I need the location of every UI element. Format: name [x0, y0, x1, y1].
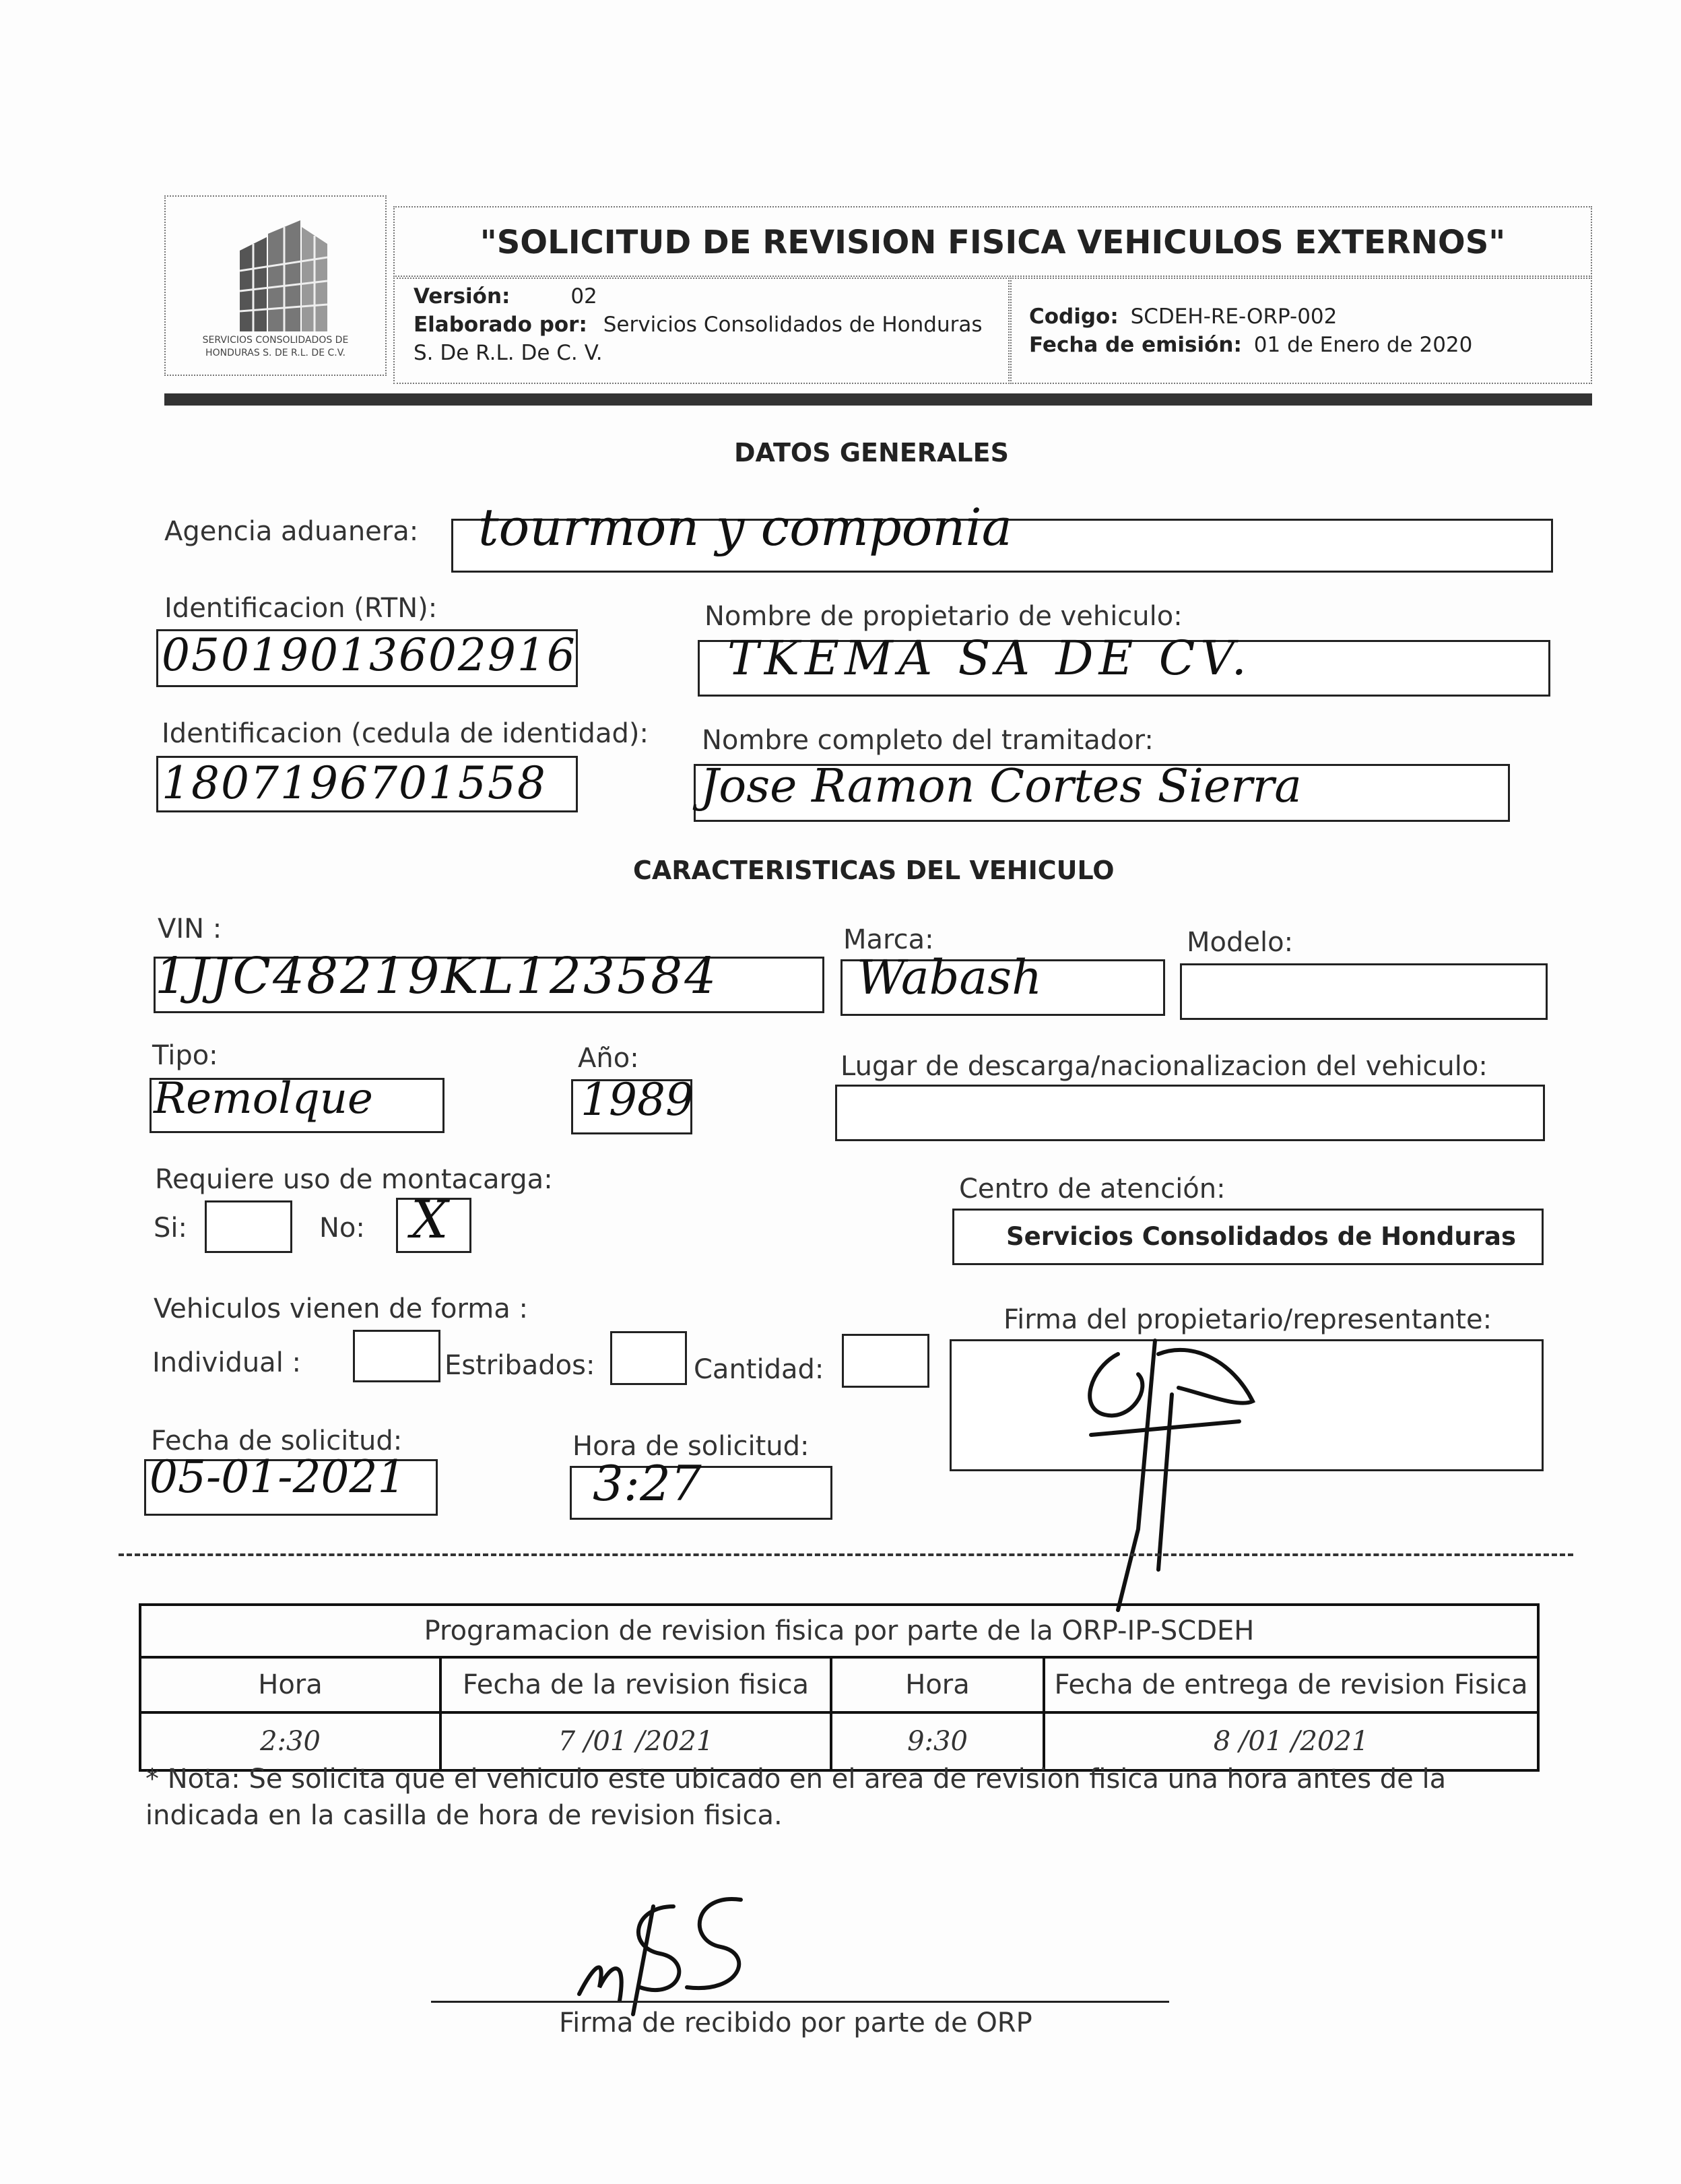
value-fecha-revision[interactable]: 7 /01 /2021 [440, 1712, 831, 1770]
anio-value: 1989 [581, 1074, 694, 1126]
individual-checkbox[interactable] [353, 1330, 440, 1382]
section-general-title: DATOS GENERALES [734, 438, 1009, 468]
header-hora-1: Hora [140, 1657, 440, 1712]
anio-label: Año: [578, 1043, 639, 1074]
logo-panel [164, 195, 387, 376]
no-label: No: [319, 1213, 365, 1244]
owner-signature-icon [1037, 1314, 1307, 1624]
cantidad-label: Cantidad: [694, 1354, 824, 1385]
fecha-sol-value: 05-01-2021 [150, 1451, 406, 1503]
vin-value: 1JJC48219KL123584 [155, 947, 719, 1005]
header-rule [164, 393, 1592, 406]
logo-caption-2: HONDURAS S. DE R.L. DE C.V. [205, 348, 345, 358]
centro-label: Centro de atención: [959, 1174, 1226, 1205]
no-mark: X [411, 1190, 449, 1250]
fecha-sol-label: Fecha de solicitud: [151, 1425, 403, 1456]
estribados-label: Estribados: [444, 1350, 595, 1381]
version-label: Versión: [414, 284, 510, 309]
header-fecha-entrega: Fecha de entrega de revision Fisica [1044, 1657, 1538, 1712]
si-checkbox[interactable] [205, 1200, 292, 1253]
centro-value: Servicios Consolidados de Honduras [1006, 1222, 1516, 1251]
nota-text: * Nota: Se solicita que el vehiculo este ubicado en el area de revision fisica una hora antes de la indicada en la casilla de hora de revision fisica. [145, 1764, 1447, 1831]
elaborado-value-2: S. De R.L. De C. V. [414, 341, 603, 365]
modelo-field[interactable] [1180, 963, 1548, 1020]
fecha-emision-label: Fecha de emisión: [1029, 333, 1242, 357]
tramitador-value: Jose Ramon Cortes Sierra [700, 760, 1302, 813]
fecha-emision-value: 01 de Enero de 2020 [1253, 333, 1473, 357]
codigo-label: Codigo: [1029, 304, 1119, 329]
elaborado-label: Elaborado por: [414, 313, 587, 337]
cedula-value: 1807196701558 [162, 757, 547, 809]
lugar-field[interactable] [835, 1085, 1545, 1141]
cedula-label: Identificacion (cedula de identidad): [162, 718, 649, 749]
value-hora-1[interactable]: 2:30 [140, 1712, 440, 1770]
section-vehiculo-title: CARACTERISTICAS DEL VEHICULO [633, 856, 1115, 885]
firma-orp-label: Firma de recibido por parte de ORP [559, 2008, 1032, 2038]
propietario-value: TKEMA SA DE CV. [727, 631, 1252, 686]
tramitador-label: Nombre completo del tramitador: [702, 725, 1154, 756]
montacarga-label: Requiere uso de montacarga: [155, 1164, 553, 1195]
forma-label: Vehiculos vienen de forma : [154, 1293, 528, 1324]
codigo-panel [1010, 278, 1592, 384]
vin-label: VIN : [158, 913, 222, 944]
estribados-checkbox[interactable] [610, 1331, 687, 1385]
hora-sol-label: Hora de solicitud: [572, 1431, 810, 1462]
dashed-divider [119, 1553, 1573, 1556]
tipo-value: Remolque [154, 1074, 373, 1124]
agencia-value: tourmon y componia [478, 497, 1012, 557]
version-panel [393, 278, 1010, 384]
firma-label: Firma del propietario/representante: [1003, 1304, 1492, 1335]
header-fecha-revision: Fecha de la revision fisica [440, 1657, 831, 1712]
marca-value: Wabash [857, 950, 1043, 1005]
value-hora-2[interactable]: 9:30 [831, 1712, 1044, 1770]
lugar-label: Lugar de descarga/nacionalizacion del vehiculo: [840, 1051, 1488, 1082]
modelo-label: Modelo: [1187, 927, 1294, 958]
orp-signature-line [431, 2001, 1169, 2003]
version-value: 02 [570, 284, 597, 309]
codigo-value: SCDEH-RE-ORP-002 [1130, 304, 1338, 329]
hora-sol-value: 3:27 [593, 1455, 702, 1512]
tipo-label: Tipo: [152, 1040, 218, 1071]
propietario-label: Nombre de propietario de vehiculo: [704, 601, 1183, 632]
marca-label: Marca: [843, 924, 934, 955]
value-fecha-entrega[interactable]: 8 /01 /2021 [1044, 1712, 1538, 1770]
individual-label: Individual : [152, 1347, 301, 1378]
elaborado-value: Servicios Consolidados de Honduras [603, 313, 983, 337]
logo-caption-1: SERVICIOS CONSOLIDADOS DE [202, 335, 349, 346]
header-hora-2: Hora [831, 1657, 1044, 1712]
programacion-title: Programacion de revision fisica por parte de la ORP-IP-SCDEH [140, 1605, 1538, 1657]
rtn-label: Identificacion (RTN): [164, 593, 438, 624]
rtn-value: 05019013602916 [162, 629, 576, 681]
company-logo-icon [226, 217, 341, 335]
si-label: Si: [154, 1213, 187, 1244]
programacion-table [139, 1603, 1540, 1772]
agencia-label: Agencia aduanera: [164, 516, 419, 547]
cantidad-field[interactable] [842, 1334, 929, 1388]
title-panel [393, 206, 1592, 277]
document-title: "SOLICITUD DE REVISION FISICA VEHICULOS EXTERNOS" [480, 224, 1506, 261]
